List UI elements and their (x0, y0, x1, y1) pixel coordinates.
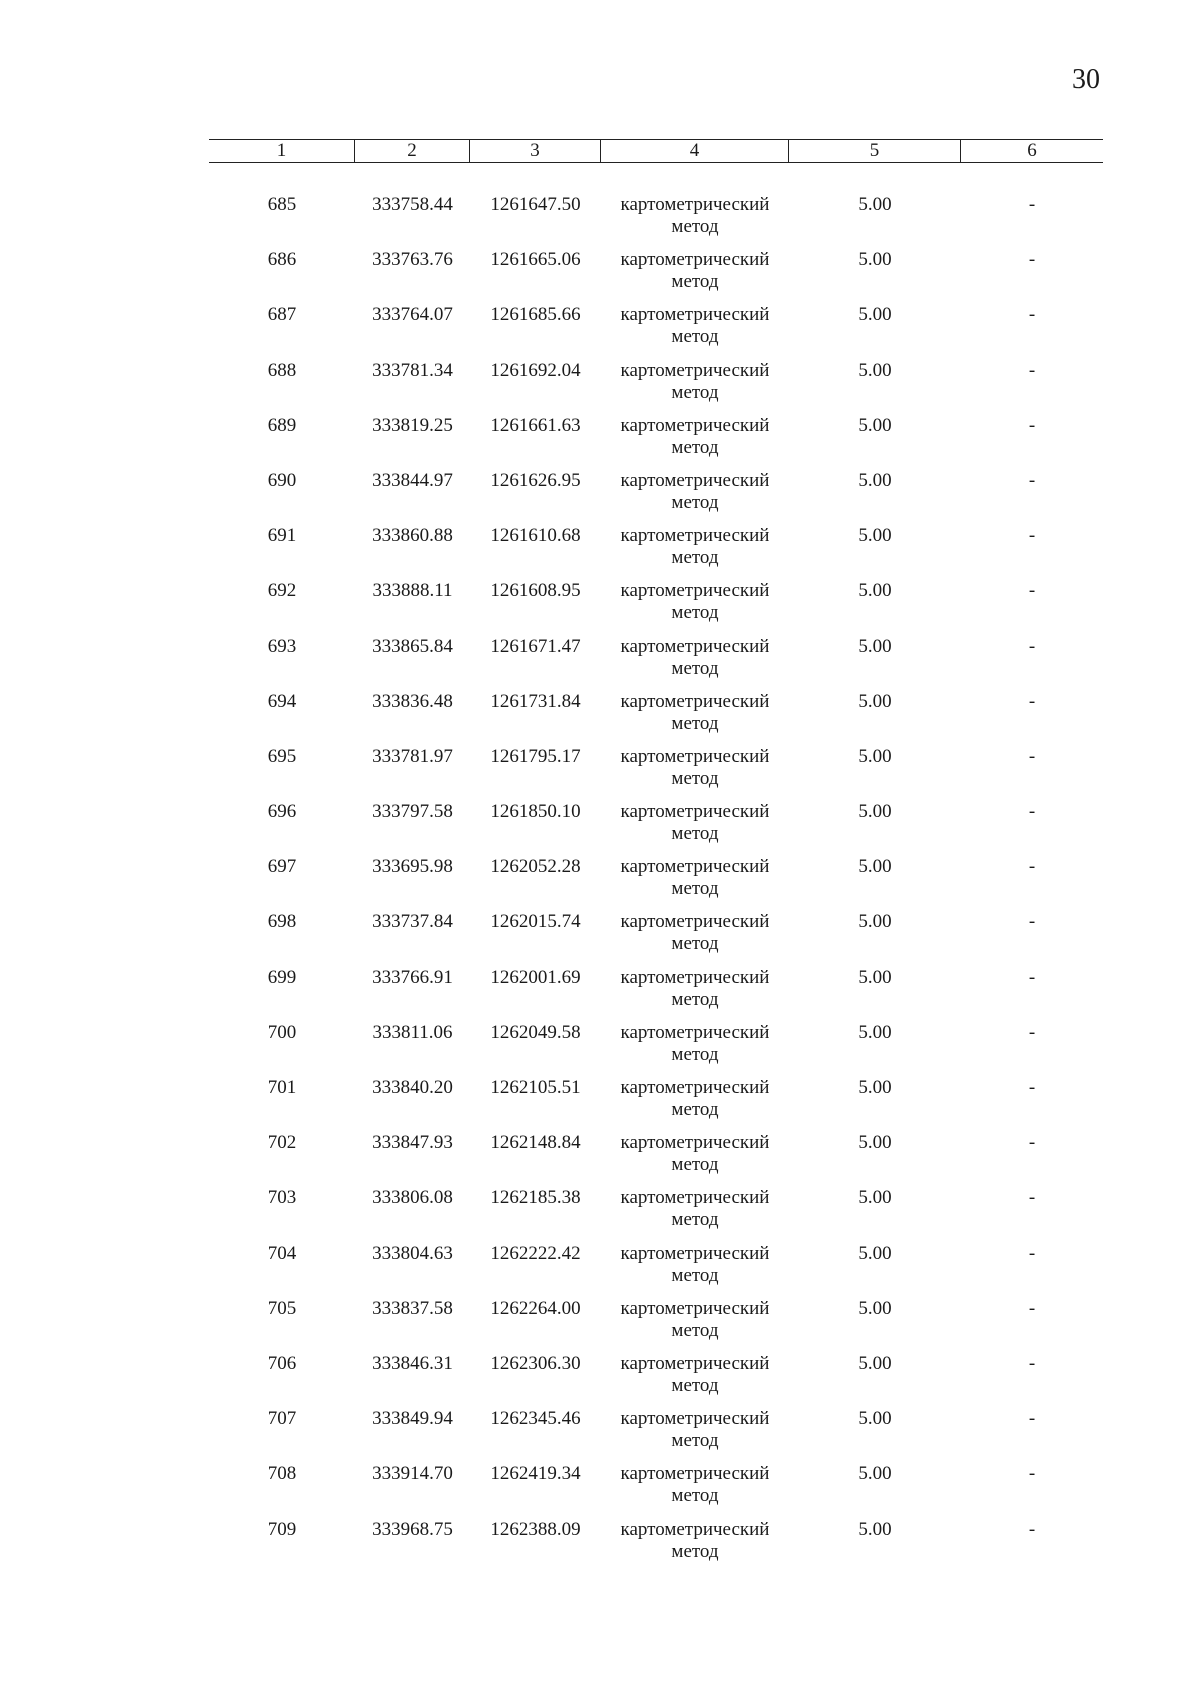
method-line: картометрический (620, 359, 770, 381)
accuracy-value: 5.00 (858, 1077, 892, 1098)
point-number: 697 (267, 856, 297, 878)
point-number: 698 (267, 911, 297, 933)
coordinate-x: 333860.88 (372, 525, 453, 547)
note-value: - (1028, 1408, 1036, 1430)
determination-method (601, 1022, 789, 1077)
accuracy-value: 5.00 (858, 1242, 892, 1264)
method-line: метод (671, 491, 719, 513)
coordinate-x: 333837.58 (372, 1297, 453, 1319)
method-line: картометрический (620, 635, 770, 657)
point-number: 703 (267, 1187, 297, 1209)
determination-method (601, 1353, 789, 1408)
method-line: метод (671, 823, 719, 845)
method-line: картометрический (620, 580, 770, 602)
point-number: 695 (267, 745, 297, 767)
method-line: картометрический (620, 1352, 770, 1374)
method-line: картометрический (620, 304, 770, 326)
table-row (209, 249, 1103, 304)
table-row (209, 360, 1103, 415)
accuracy-value: 5.00 (858, 249, 892, 271)
method-line: картометрический (620, 1132, 770, 1154)
coordinate-x: 333819.25 (372, 414, 453, 436)
accuracy-value: 5.00 (858, 359, 892, 381)
note-value: - (1028, 1021, 1036, 1043)
note-value: - (1028, 635, 1036, 657)
accuracy-value: 5.00 (858, 580, 892, 602)
determination-method (601, 249, 789, 304)
method-line: метод (671, 1319, 719, 1341)
coordinate-x: 333844.97 (372, 469, 453, 491)
note-value: - (1028, 690, 1036, 712)
table-row (209, 525, 1103, 580)
accuracy-value: 5.00 (858, 856, 892, 878)
method-line: картометрический (620, 1463, 770, 1485)
coordinate-y: 1262148.84 (490, 1132, 581, 1154)
method-line: картометрический (620, 249, 770, 271)
method-line: картометрический (620, 1408, 770, 1430)
note-value: - (1028, 359, 1036, 381)
method-line: метод (671, 326, 719, 348)
table-row (209, 304, 1103, 359)
coordinate-y: 1262222.42 (490, 1242, 581, 1264)
method-line: метод (671, 1540, 719, 1562)
point-number: 708 (267, 1463, 297, 1485)
accuracy-value: 5.00 (858, 1021, 892, 1043)
point-number: 709 (267, 1518, 297, 1540)
determination-method (601, 801, 789, 856)
method-line: картометрический (620, 690, 770, 712)
method-line: метод (671, 1043, 719, 1065)
note-value: - (1028, 1242, 1036, 1264)
coordinate-x: 333968.75 (372, 1518, 453, 1540)
method-line: метод (671, 1485, 719, 1507)
coordinate-y: 1262185.38 (490, 1187, 581, 1209)
accuracy-value: 5.00 (858, 1132, 892, 1154)
method-line: метод (671, 216, 719, 237)
method-line: метод (671, 381, 719, 403)
accuracy-value: 5.00 (858, 801, 892, 823)
table-row (209, 967, 1103, 1022)
method-line: картометрический (620, 911, 770, 933)
coordinate-x: 333865.84 (372, 635, 453, 657)
determination-method (601, 415, 789, 470)
coordinate-x: 333781.97 (372, 745, 453, 767)
coordinate-x: 333806.08 (372, 1187, 453, 1209)
method-line: картометрический (620, 801, 770, 823)
note-value: - (1028, 194, 1036, 215)
coordinate-x: 333847.93 (372, 1132, 453, 1154)
column-header-4: 4 (601, 140, 789, 162)
table-row (209, 194, 1103, 249)
coordinate-y: 1261608.95 (490, 580, 581, 602)
note-value: - (1028, 469, 1036, 491)
method-line: метод (671, 271, 719, 293)
coordinate-y: 1262052.28 (490, 856, 581, 878)
coordinate-y: 1261647.50 (490, 194, 581, 215)
table-row (209, 1463, 1103, 1518)
determination-method (601, 1463, 789, 1518)
table-row (209, 911, 1103, 966)
point-number: 688 (267, 359, 297, 381)
point-number: 699 (267, 966, 297, 988)
note-value: - (1028, 1518, 1036, 1540)
note-value: - (1028, 1297, 1036, 1319)
accuracy-value: 5.00 (858, 1352, 892, 1374)
coordinate-x: 333764.07 (372, 304, 453, 326)
point-number: 702 (267, 1132, 297, 1154)
accuracy-value: 5.00 (858, 911, 892, 933)
method-line: метод (671, 602, 719, 624)
note-value: - (1028, 911, 1036, 933)
coordinate-x: 333849.94 (372, 1408, 453, 1430)
accuracy-value: 5.00 (858, 1518, 892, 1540)
table-row (209, 1519, 1103, 1574)
coordinate-x: 333888.11 (372, 580, 453, 602)
accuracy-value: 5.00 (858, 414, 892, 436)
point-number: 693 (267, 635, 297, 657)
note-value: - (1028, 1352, 1036, 1374)
point-number: 690 (267, 469, 297, 491)
method-line: картометрический (620, 1077, 770, 1098)
coordinate-x: 333763.76 (372, 249, 453, 271)
determination-method (601, 1077, 789, 1132)
method-line: картометрический (620, 1518, 770, 1540)
point-number: 704 (267, 1242, 297, 1264)
coordinate-y: 1261626.95 (490, 469, 581, 491)
table-row (209, 1408, 1103, 1463)
note-value: - (1028, 580, 1036, 602)
table-row (209, 415, 1103, 470)
note-value: - (1028, 1187, 1036, 1209)
coordinate-y: 1261661.63 (490, 414, 581, 436)
determination-method (601, 1519, 789, 1574)
method-line: метод (671, 712, 719, 734)
point-number: 686 (267, 249, 297, 271)
determination-method (601, 470, 789, 525)
note-value: - (1028, 1077, 1036, 1098)
coordinate-x: 333766.91 (372, 966, 453, 988)
table-header-row (209, 139, 1103, 163)
accuracy-value: 5.00 (858, 1463, 892, 1485)
determination-method (601, 746, 789, 801)
accuracy-value: 5.00 (858, 194, 892, 215)
method-line: картометрический (620, 966, 770, 988)
determination-method (601, 304, 789, 359)
coordinate-y: 1262306.30 (490, 1352, 581, 1374)
point-number: 707 (267, 1408, 297, 1430)
accuracy-value: 5.00 (858, 1297, 892, 1319)
coordinate-x: 333846.31 (372, 1352, 453, 1374)
method-line: картометрический (620, 525, 770, 547)
coordinate-y: 1261795.17 (490, 745, 581, 767)
note-value: - (1028, 966, 1036, 988)
accuracy-value: 5.00 (858, 745, 892, 767)
determination-method (601, 636, 789, 691)
method-line: метод (671, 933, 719, 955)
point-number: 687 (267, 304, 297, 326)
note-value: - (1028, 856, 1036, 878)
determination-method (601, 1408, 789, 1463)
point-number: 692 (267, 580, 297, 602)
coordinate-y: 1261731.84 (490, 690, 581, 712)
table-body (209, 194, 1103, 1574)
determination-method (601, 1187, 789, 1242)
determination-method (601, 525, 789, 580)
table-row (209, 636, 1103, 691)
point-number: 696 (267, 801, 297, 823)
table-row (209, 1077, 1103, 1132)
table-row (209, 746, 1103, 801)
table-row (209, 1353, 1103, 1408)
method-line: картометрический (620, 469, 770, 491)
point-number: 705 (267, 1297, 297, 1319)
coordinate-x: 333840.20 (372, 1077, 453, 1098)
determination-method (601, 856, 789, 911)
table-row (209, 1022, 1103, 1077)
determination-method (601, 911, 789, 966)
determination-method (601, 967, 789, 1022)
determination-method (601, 360, 789, 415)
note-value: - (1028, 1463, 1036, 1485)
accuracy-value: 5.00 (858, 966, 892, 988)
method-line: картометрический (620, 414, 770, 436)
coordinate-x: 333781.34 (372, 359, 453, 381)
coordinate-y: 1262388.09 (490, 1518, 581, 1540)
accuracy-value: 5.00 (858, 635, 892, 657)
table-row (209, 691, 1103, 746)
coordinate-y: 1262264.00 (490, 1297, 581, 1319)
table-row (209, 470, 1103, 525)
coordinate-y: 1262015.74 (490, 911, 581, 933)
note-value: - (1028, 801, 1036, 823)
accuracy-value: 5.00 (858, 1187, 892, 1209)
method-line: картометрический (620, 1187, 770, 1209)
column-header-6: 6 (1027, 140, 1037, 161)
method-line: метод (671, 1154, 719, 1176)
note-value: - (1028, 1132, 1036, 1154)
column-header-5: 5 (789, 140, 961, 162)
method-line: картометрический (620, 1021, 770, 1043)
method-line: картометрический (620, 1242, 770, 1264)
coordinate-x: 333758.44 (372, 194, 453, 215)
note-value: - (1028, 745, 1036, 767)
coordinate-x: 333836.48 (372, 690, 453, 712)
method-line: метод (671, 1209, 719, 1231)
table-row (209, 1187, 1103, 1242)
accuracy-value: 5.00 (858, 304, 892, 326)
note-value: - (1028, 525, 1036, 547)
coordinate-y: 1262105.51 (490, 1077, 581, 1098)
coordinate-y: 1262001.69 (490, 966, 581, 988)
point-number: 689 (267, 414, 297, 436)
determination-method (601, 580, 789, 635)
method-line: картометрический (620, 1297, 770, 1319)
method-line: картометрический (620, 856, 770, 878)
coordinate-y: 1261610.68 (490, 525, 581, 547)
method-line: метод (671, 1099, 719, 1120)
coordinate-x: 333695.98 (372, 856, 453, 878)
coordinate-y: 1261692.04 (490, 359, 581, 381)
coordinate-x: 333737.84 (372, 911, 453, 933)
note-value: - (1028, 304, 1036, 326)
point-number: 706 (267, 1352, 297, 1374)
point-number: 685 (267, 194, 297, 215)
table-row (209, 856, 1103, 911)
method-line: метод (671, 547, 719, 569)
determination-method (601, 691, 789, 746)
point-number: 694 (267, 690, 297, 712)
coordinate-x: 333797.58 (372, 801, 453, 823)
coordinate-y: 1261685.66 (490, 304, 581, 326)
point-number: 701 (267, 1077, 297, 1098)
method-line: метод (671, 657, 719, 679)
point-number: 700 (267, 1021, 297, 1043)
column-header-1: 1 (209, 140, 355, 162)
coordinate-x: 333811.06 (372, 1021, 453, 1043)
method-line: картометрический (620, 194, 770, 215)
coordinate-y: 1262049.58 (490, 1021, 581, 1043)
coordinate-x: 333914.70 (372, 1463, 453, 1485)
coordinate-y: 1261850.10 (490, 801, 581, 823)
column-header-2: 2 (355, 140, 470, 162)
note-value: - (1028, 414, 1036, 436)
table-row (209, 580, 1103, 635)
point-number: 691 (267, 525, 297, 547)
method-line: метод (671, 436, 719, 458)
method-line: метод (671, 878, 719, 900)
determination-method (601, 194, 789, 249)
accuracy-value: 5.00 (858, 690, 892, 712)
coordinate-y: 1262345.46 (490, 1408, 581, 1430)
accuracy-value: 5.00 (858, 1408, 892, 1430)
accuracy-value: 5.00 (858, 525, 892, 547)
table-row (209, 801, 1103, 856)
coordinate-x: 333804.63 (372, 1242, 453, 1264)
table-row (209, 1243, 1103, 1298)
coordinate-y: 1261671.47 (490, 635, 581, 657)
table-row (209, 1132, 1103, 1187)
method-line: метод (671, 767, 719, 789)
page-number: 30 (1072, 64, 1100, 95)
coordinate-y: 1262419.34 (490, 1463, 581, 1485)
method-line: метод (671, 1264, 719, 1286)
determination-method (601, 1243, 789, 1298)
column-header-3: 3 (470, 140, 601, 162)
coordinates-table (209, 139, 1103, 1562)
method-line: метод (671, 1430, 719, 1452)
accuracy-value: 5.00 (858, 469, 892, 491)
coordinate-y: 1261665.06 (490, 249, 581, 271)
determination-method (601, 1298, 789, 1353)
note-value: - (1028, 249, 1036, 271)
determination-method (601, 1132, 789, 1187)
table-row (209, 1298, 1103, 1353)
method-line: метод (671, 1374, 719, 1396)
method-line: метод (671, 988, 719, 1010)
method-line: картометрический (620, 745, 770, 767)
